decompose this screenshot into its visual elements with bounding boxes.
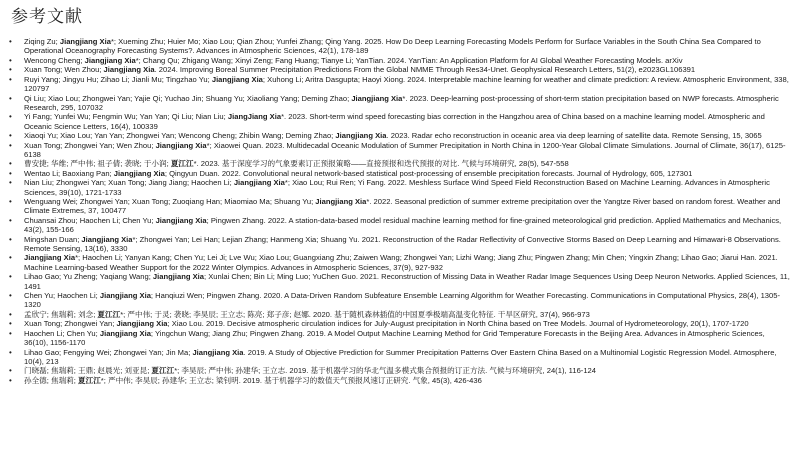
reference-authors-before: Xuan Tong; Zhongwei Yan; xyxy=(24,319,117,329)
reference-details: ; Hanqiuzi Wen; Pingwen Zhang. 2020. A Data-Driven Random Subfeature Ensemble Learning Algorithm for Weather Forecasting. Communications in Computational Physics, 28(4), 1305-1320 xyxy=(24,291,780,310)
reference-authors-before: Mingshan Duan; xyxy=(24,234,82,244)
reference-highlighted-author: 夏江江 xyxy=(78,375,101,385)
reference-item xyxy=(20,94,790,113)
reference-details: *; 严中伟; 于灵; 袭晓; 李昊辰; 王立志; 陈亮; 郑子彦; 赵娜. 2020. 基于随机森林插值的中国夏季极端高温变化特征. 干旱区研究, 37(4), 966-973 xyxy=(120,309,590,319)
reference-item xyxy=(20,319,790,328)
reference-highlighted-author: Jiangjiang Xia xyxy=(155,140,207,150)
reference-authors-before: 门晓磊; 焦瑞莉; 王鼎; 赵晨光; 刘亚昆; xyxy=(24,366,152,376)
reference-authors-before: 孟欣宁; 焦瑞莉; 刘念; xyxy=(24,309,98,319)
reference-details: *; Haochen Li; Yanyan Kang; Chen Yu; Lei Ji; Lve Wu; Xiao Lou; Guangxiang Zhu; Zaiwen Wang; Zhongwei Yan; Lizhi Wang; Jiang Zhu; Pingwen Zhang; Min Chen; Yingxin Zhang; Lihao Gao; Jiarui Han. 2021. Machine Learning-based Weather Support for the 2022 Winter Olympics. Advances in Atmospheric Sciences, 37(9), 927-932 xyxy=(24,253,778,272)
reference-authors-before: 孙全德; 焦瑞莉; xyxy=(24,375,79,385)
reference-authors-before: Ziqing Zu; xyxy=(24,37,60,46)
reference-highlighted-author: Jiangjiang Xia xyxy=(155,215,207,225)
reference-item xyxy=(20,159,790,168)
reference-item xyxy=(20,56,790,65)
reference-details: *. 2023. 基于深度学习的气象要素订正预报策略——直接预报和迭代预报的对比. 气候与环境研究, 28(5), 547-558 xyxy=(193,159,569,169)
reference-highlighted-author: Jiangjiang Xia xyxy=(152,272,204,282)
reference-details: *; Zhongwei Yan; Lei Han; Lejian Zhang; Hanmeng Xia; Shuang Yu. 2021. Reconstruction of the Radar Reflectivity of Convective Storms Based on Deep Learning and Himawari-8 Observations. Remote Sensing, 13(16), 3330 xyxy=(24,234,781,253)
reference-authors-before: Chuansai Zhou; Haochen Li; Chen Yu; xyxy=(24,215,156,225)
reference-highlighted-author: Jiangjiang Xia xyxy=(116,319,168,329)
reference-details: ; Xunlai Chen; Bin Li; Ming Luo; YuChen Guo. 2021. Reconstruction of Missing Data in Weather Radar Image Sequences Using Deep Neuron Networks. Applied Sciences, 11, 1491 xyxy=(24,272,790,291)
reference-item xyxy=(20,366,790,375)
page-title: 参考文献 xyxy=(11,7,83,27)
reference-details: *. 2022. Seasonal prediction of summer extreme precipitation over the Yangtze River based on random forest. Weather and Climate Extremes, 37, 100477 xyxy=(24,197,781,216)
reference-highlighted-author: Jiangjiang Xia xyxy=(81,234,133,244)
reference-details: *; Chang Qu; Zhigang Wang; Xinyi Zeng; Fang Huang; Tianye Li; YanTian. 2024. YanTian: An Application Platform for AI Global Weather Forecasting Models. arXiv xyxy=(135,55,683,65)
reference-authors-before: Wentao Li; Baoxiang Pan; xyxy=(24,168,114,178)
reference-item xyxy=(20,376,790,385)
reference-item xyxy=(20,131,790,140)
reference-details: *; 李昊辰; 严中伟; 孙建华; 王立志. 2019. 基于机器学习的华北气温多模式集合预报的订正方法. 气候与环境研究, 24(1), 116-124 xyxy=(174,366,596,376)
reference-item xyxy=(20,37,790,56)
reference-item xyxy=(20,235,790,254)
reference-highlighted-author: Jiangjiang Xia xyxy=(211,74,263,84)
reference-details: *; Xiao Lou; Rui Ren; Yi Fang. 2022. Meshless Surface Wind Speed Field Reconstruction Based on Machine Learning. Advances in Atmospheric Sciences, 39(10), 1721-1733 xyxy=(24,178,770,197)
reference-item xyxy=(20,65,790,74)
reference-highlighted-author: Jiangjiang Xia xyxy=(84,55,136,65)
reference-highlighted-author: Jiangjiang Xia xyxy=(103,65,155,75)
reference-highlighted-author: 夏江江 xyxy=(97,309,121,319)
reference-highlighted-author: Jiangjiang Xia xyxy=(113,168,165,178)
reference-details: . 2019. A Study of Objective Prediction for Summer Precipitation Patterns Over Eastern China Based on a Multinomial Logistic Regression Model. Atmosphere, 10(4), 213 xyxy=(24,347,777,366)
reference-details: *; Xueming Zhu; Huier Mo; Xiao Lou; Qian Zhou; Yunfei Zhang; Qing Yang. 2025. How Do Deep Learning Forecasting Models Perform for Surface Variables in the South China Sea Compared to Operational Oceanography Forecasting Systems?. Advances in Atmospheric Sciences, 42(1), 178-189 xyxy=(24,37,761,56)
reference-details: *. 2023. Deep-learning post-processing of short-term station precipitation based on NWP forecasts. Atmospheric Research, 295, 107032 xyxy=(24,93,779,112)
reference-highlighted-author: Jiangjiang Xia xyxy=(59,37,111,46)
reference-highlighted-author: Jiangjiang Xia xyxy=(192,347,244,357)
reference-item xyxy=(20,272,790,291)
reference-highlighted-author: Jiangjiang Xia xyxy=(99,328,151,338)
reference-details: ; Xuhong Li; Aritra Dasgupta; Haoyi Xiong. 2024. Interpretable machine learning for weather and climate prediction: A review. Atmospheric Environment, 338, 120797 xyxy=(24,74,789,94)
reference-item xyxy=(20,178,790,197)
reference-item xyxy=(20,310,790,319)
reference-item xyxy=(20,141,790,160)
reference-authors-before: Lihao Gao; Fengying Wei; Zhongwei Yan; Jin Ma; xyxy=(24,347,193,357)
reference-details: . 2024. Improving Boreal Summer Precipitation Predictions From the Global NMME Through Res34-Unet. Geophysical Research Letters, 51(2), e2023GL106391 xyxy=(154,65,696,75)
reference-authors-before: Qi Liu; Xiao Lou; Zhongwei Yan; Yajie Qi; Yuchao Jin; Shuang Yu; Xiaoliang Yang; Deming Zhao; xyxy=(24,93,352,103)
reference-item xyxy=(20,75,790,94)
reference-highlighted-author: 夏江江 xyxy=(151,366,175,376)
reference-highlighted-author: JiangJiang Xia xyxy=(227,112,282,122)
reference-details: *. 2023. Short-term wind speed forecasting bias correction in the Hangzhou area of China based on a machine learning model. Atmospheric and Oceanic Science Letters, 16(4), 100339 xyxy=(24,112,765,131)
reference-authors-before: Haochen Li; Chen Yu; xyxy=(24,328,100,338)
reference-details: *; 严中伟; 李昊辰; 孙建华; 王立志; 梁钊明. 2019. 基于机器学习的数值天气预报风速订正研究. 气象, 45(3), 426-436 xyxy=(100,375,482,385)
reference-highlighted-author: 夏江江 xyxy=(170,159,194,169)
reference-item xyxy=(20,329,790,348)
reference-authors-before: Wenguang Wei; Zhongwei Yan; Xuan Tong; Zuoqiang Han; Miaomiao Ma; Shuang Yu; xyxy=(24,197,316,207)
reference-highlighted-author: Jiangjiang Xia xyxy=(233,178,285,188)
reference-item xyxy=(20,112,790,131)
reference-authors-before: 曹安捷; 华维; 严中伟; 祖子倩; 袭晓; 于小润; xyxy=(24,159,171,169)
reference-highlighted-author: Jiangjiang Xia xyxy=(335,131,387,141)
reference-details: *; Xiaowei Quan. 2023. Multidecadal Oceanic Modulation of Summer Precipitation in North China in 1200-Year Global Climate Simulations. Journal of Climate, 36(17), 6125-6138 xyxy=(24,140,786,159)
reference-item xyxy=(20,291,790,310)
reference-authors-before: Ruyi Yang; Jingyu Hu; Zihao Li; Jianli Mu; Tingzhao Yu; xyxy=(24,74,212,84)
reference-details: ; Yingchun Wang; Jiang Zhu; Pingwen Zhang. 2019. A Model Output Machine Learning Method for Grid Temperature Forecasts in the Beijing Area. Advances in Atmospheric Sciences, 36(10), 1156-1170 xyxy=(24,328,765,348)
reference-authors-before: Wencong Cheng; xyxy=(24,55,85,65)
reference-highlighted-author: Jiangjiang Xia xyxy=(99,291,151,301)
reference-list xyxy=(0,37,790,385)
reference-item xyxy=(20,216,790,235)
reference-highlighted-author: Jiangjiang Xia xyxy=(351,93,403,103)
reference-item xyxy=(20,197,790,216)
reference-item xyxy=(20,169,790,178)
reference-details: ; Xiao Lou. 2019. Decisive atmospheric circulation indices for July-August precipitation in North China based on Tree Models. Journal of Hydrometeorology, 20(1), 1707-1720 xyxy=(167,319,749,329)
reference-item xyxy=(20,348,790,367)
reference-authors-before: Yi Fang; Yunfei Wu; Fengmin Wu; Yan Yan; Qi Liu; Nian Liu; xyxy=(24,112,228,122)
reference-authors-before: Xuan Tong; Zhongwei Yan; Wen Zhou; xyxy=(24,140,156,150)
reference-details: ; Pingwen Zhang. 2022. A station-data-based model residual machine learning method for fine-grained meteorological grid prediction. Applied Mathematics and Mechanics, 43(2), 155-166 xyxy=(24,215,782,235)
reference-highlighted-author: Jiangjiang Xia xyxy=(315,197,367,207)
reference-authors-before: Xuan Tong; Wen Zhou; xyxy=(24,65,104,75)
reference-details: ; Qingyun Duan. 2022. Convolutional neural network-based statistical post-processing of ensemble precipitation forecasts. Journal of Hydrology, 605, 127301 xyxy=(164,168,693,178)
reference-authors-before: Chen Yu; Haochen Li; xyxy=(24,291,100,301)
reference-authors-before: Xiaoqi Yu; Xiao Lou; Yan Yan; Zhongwei Yan; Wencong Cheng; Zhibin Wang; Deming Zhao; xyxy=(24,131,336,141)
reference-item xyxy=(20,253,790,272)
reference-authors-before: Nian Liu; Zhongwei Yan; Xuan Tong; Jiang Jiang; Haochen Li; xyxy=(24,178,234,188)
reference-details: . 2023. Radar echo reconstruction in oceanic area via deep learning of satellite data. Remote Sensing, 15, 3065 xyxy=(386,131,762,141)
reference-authors-before: Lihao Gao; Yu Zheng; Yaqiang Wang; xyxy=(24,272,153,282)
reference-highlighted-author: Jiangjiang Xia xyxy=(24,253,76,263)
